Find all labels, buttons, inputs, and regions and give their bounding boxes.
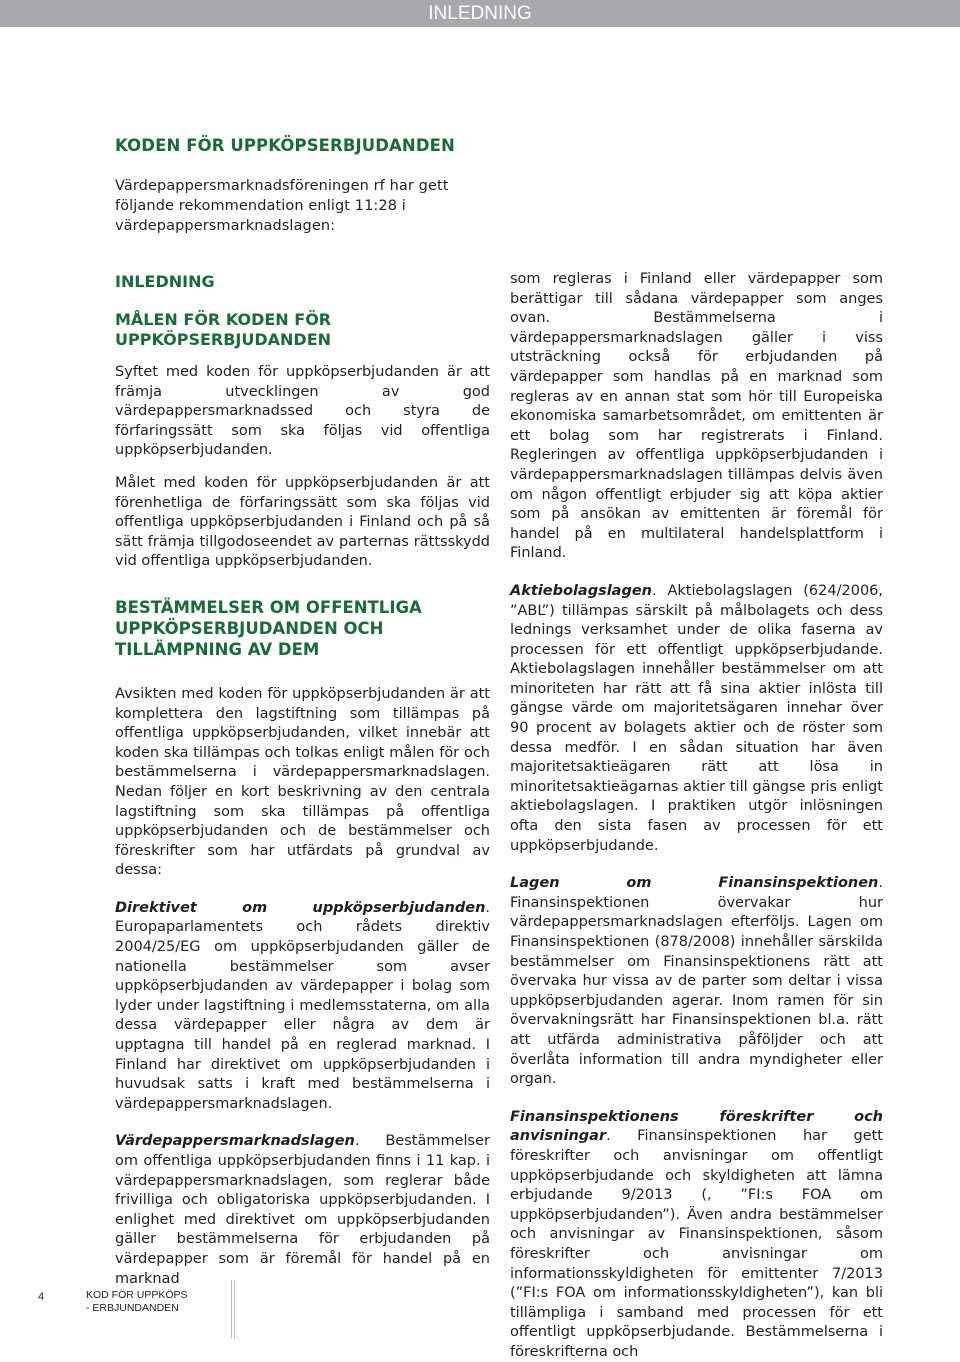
- left-column: [115, 272, 490, 1289]
- footer-label: KOD FÖR UPPKÖPS - ERBJUNDANDEN: [86, 1289, 188, 1314]
- companies-act-paragraph: Aktiebolagslagen. Aktiebolagslagen (624/2006, ”ABL”) tillämpas särskilt på målbolagets och dess lednings verksamhet under de olika faserna av processen för ett offentligt uppköpserbjudande. Aktiebolagslagen innehåller bestämmelser om att minoriteten har rätt att få sina aktier inlösta till gängse värde om majoritetsägaren innehar över 90 procent av bolagets aktier och de röster som dessa medför. I en sådan situation har även majoritetsaktieägaren rätt att lösa in minoritetsaktieägarnas aktier till gängse pris enligt aktiebolagslagen. I praktiken utgör inlösningen ofta den sista fasen av processen för ett uppköpserbjudande.: [510, 582, 883, 854]
- securities-act-label: Värdepappersmarknadslagen: [115, 1133, 355, 1150]
- header-bar: [0, 0, 960, 27]
- footer-divider: [234, 1280, 235, 1339]
- fsa-act-label: Lagen om Finansinspektionen: [510, 875, 879, 892]
- rules-heading: BESTÄMMELSER OM OFFENTLIGA UPPKÖPSERBJUDANDEN OCH TILLÄMPNING AV DEM: [115, 597, 422, 659]
- page-footer: [0, 1270, 960, 1339]
- fsa-regulations-label: Finansinspektionens föreskrifter och anvisningar: [510, 1108, 883, 1145]
- fsa-regulations-paragraph: Finansinspektionens föreskrifter och anvisningar. Finansinspektionen har gett föreskrifter och anvisningar om offentligt uppköpserbjudande och skyldigheten att lämna erbjudande 9/2013 (, ”FI:s FOA om uppköpserbjudanden”). Även andra bestämmelser och anvisningar av Finansinspektionen, såsom föreskrifter och anvisningar om informationsskyldigheten för emittenter 7/2013 (”FI:s FOA om informationsskyldigheten”), kan bli tillämpliga i samband med processen för ett offentligt uppköpserbjudande. Bestämmelserna i föreskrifterna och: [510, 1108, 883, 1360]
- companies-act-label: Aktiebolagslagen: [510, 582, 652, 599]
- directive-paragraph: Direktivet om uppköpserbjudanden. Europaparlamentets och rådets direktiv 2004/25/EG om uppköpserbjudanden gäller de nationella bestämmelser som avser uppköpserbjudanden av värdepapper i bolag som lyder under lagstiftning i medlemsstaterna, om alla dessa värdepapper eller några av dem är upptagna till handel på en reglerad marknad. I Finland har direktivet om uppköpserbjudanden i huvudsak satts i kraft med bestämmelserna i värdepappersmarknadslagen.: [115, 899, 490, 1112]
- goals-paragraph-1: Syftet med koden för uppköpserbjudanden är att främja utvecklingen av god värdepappersmarknadssed och styra de förfaringssätt som ska följas vid offentliga uppköpserbjudanden.: [115, 364, 490, 459]
- lead-paragraph: Värdepappersmarknadsföreningen rf har gett följande rekommendation enligt 11:28 i värdepappersmarknadslagen:: [115, 178, 449, 234]
- fsa-act-paragraph: Lagen om Finansinspektionen. Finansinspektionen övervakar hur värdepappersmarknadslagen efterföljs. Lagen om Finansinspektionen (878/2008) innehåller särskilda bestämmelser om Finansinspektionens rätt att övervaka hur vissa av de parter som deltar i vissa uppköpserbjudanden agerar. Inom ramen för sin övervakningsrätt har Finansinspektionen bl.a. rätt att utfärda administrativa påföljder och att överlåta information till andra myndigheter eller organ.: [510, 875, 883, 1088]
- goals-paragraph-2: Målet med koden för uppköpserbjudanden är att förenhetliga de förfaringssätt som ska följas vid offentliga uppköpserbjudanden i Finland och på så sätt främja tillgodoseendet av parternas rättsskydd vid offentliga uppköpserbjudanden.: [115, 474, 490, 570]
- document-title: KODEN FÖR UPPKÖPSERBJUDANDEN: [115, 136, 455, 155]
- securities-act-paragraph: Värdepappersmarknadslagen. Bestämmelser om offentliga uppköpserbjudanden finns i 11 kap. i värdepappersmarknadslagen, som reglerar både frivilliga och obligatoriska uppköpserbjudanden. I enlighet med direktivet om uppköpserbjudanden gäller bestämmelserna för erbjudanden på värdepapper som är föremål för handel på en marknad: [115, 1133, 490, 1287]
- goals-heading: MÅLEN FÖR KODEN FÖR UPPKÖPSERBJUDANDEN: [115, 310, 332, 349]
- continuation-paragraph: som regleras i Finland eller värdepapper som berättigar till sådana värdepapper som anges ovan. Bestämmelserna i värdepappersmarknadslagen gäller i viss utsträckning också för erbjudanden på värdepapper som handlas på en marknad som regleras av en annan stat som hör till Europeiska ekonomiska samarbetsområdet, om emittenten är ett bolag som har registrerats i Finland. Regleringen av offentliga uppköpserbjudanden i värdepappersmarknadslagen tillämpas delvis även om någon offentligt erbjuder sig att köpa aktier som på ansökan av emittenten är föremål för handel på en multilateral handelsplattform i Finland.: [510, 271, 883, 562]
- section-heading-inledning: INLEDNING: [115, 272, 215, 291]
- page-number: 4: [38, 1291, 45, 1303]
- footer-divider: [231, 1280, 232, 1339]
- directive-label: Direktivet om uppköpserbjudanden: [115, 899, 486, 916]
- right-column: [510, 270, 883, 1362]
- rules-paragraph: Avsikten med koden för uppköpserbjudanden är att komplettera den lagstiftning som tillämpas på offentliga uppköpserbjudanden, vilket innebär att koden ska tillämpas och tolkas enligt målen för och bestämmelserna i värdepappersmarknadslagen. Nedan följer en kort beskrivning av den centrala lagstiftning som ska tillämpas på offentliga uppköpserbjudanden och de bestämmelser och föreskrifter som har utfärdats på grundval av dessa:: [115, 685, 490, 879]
- header-title: INLEDNING: [428, 3, 532, 24]
